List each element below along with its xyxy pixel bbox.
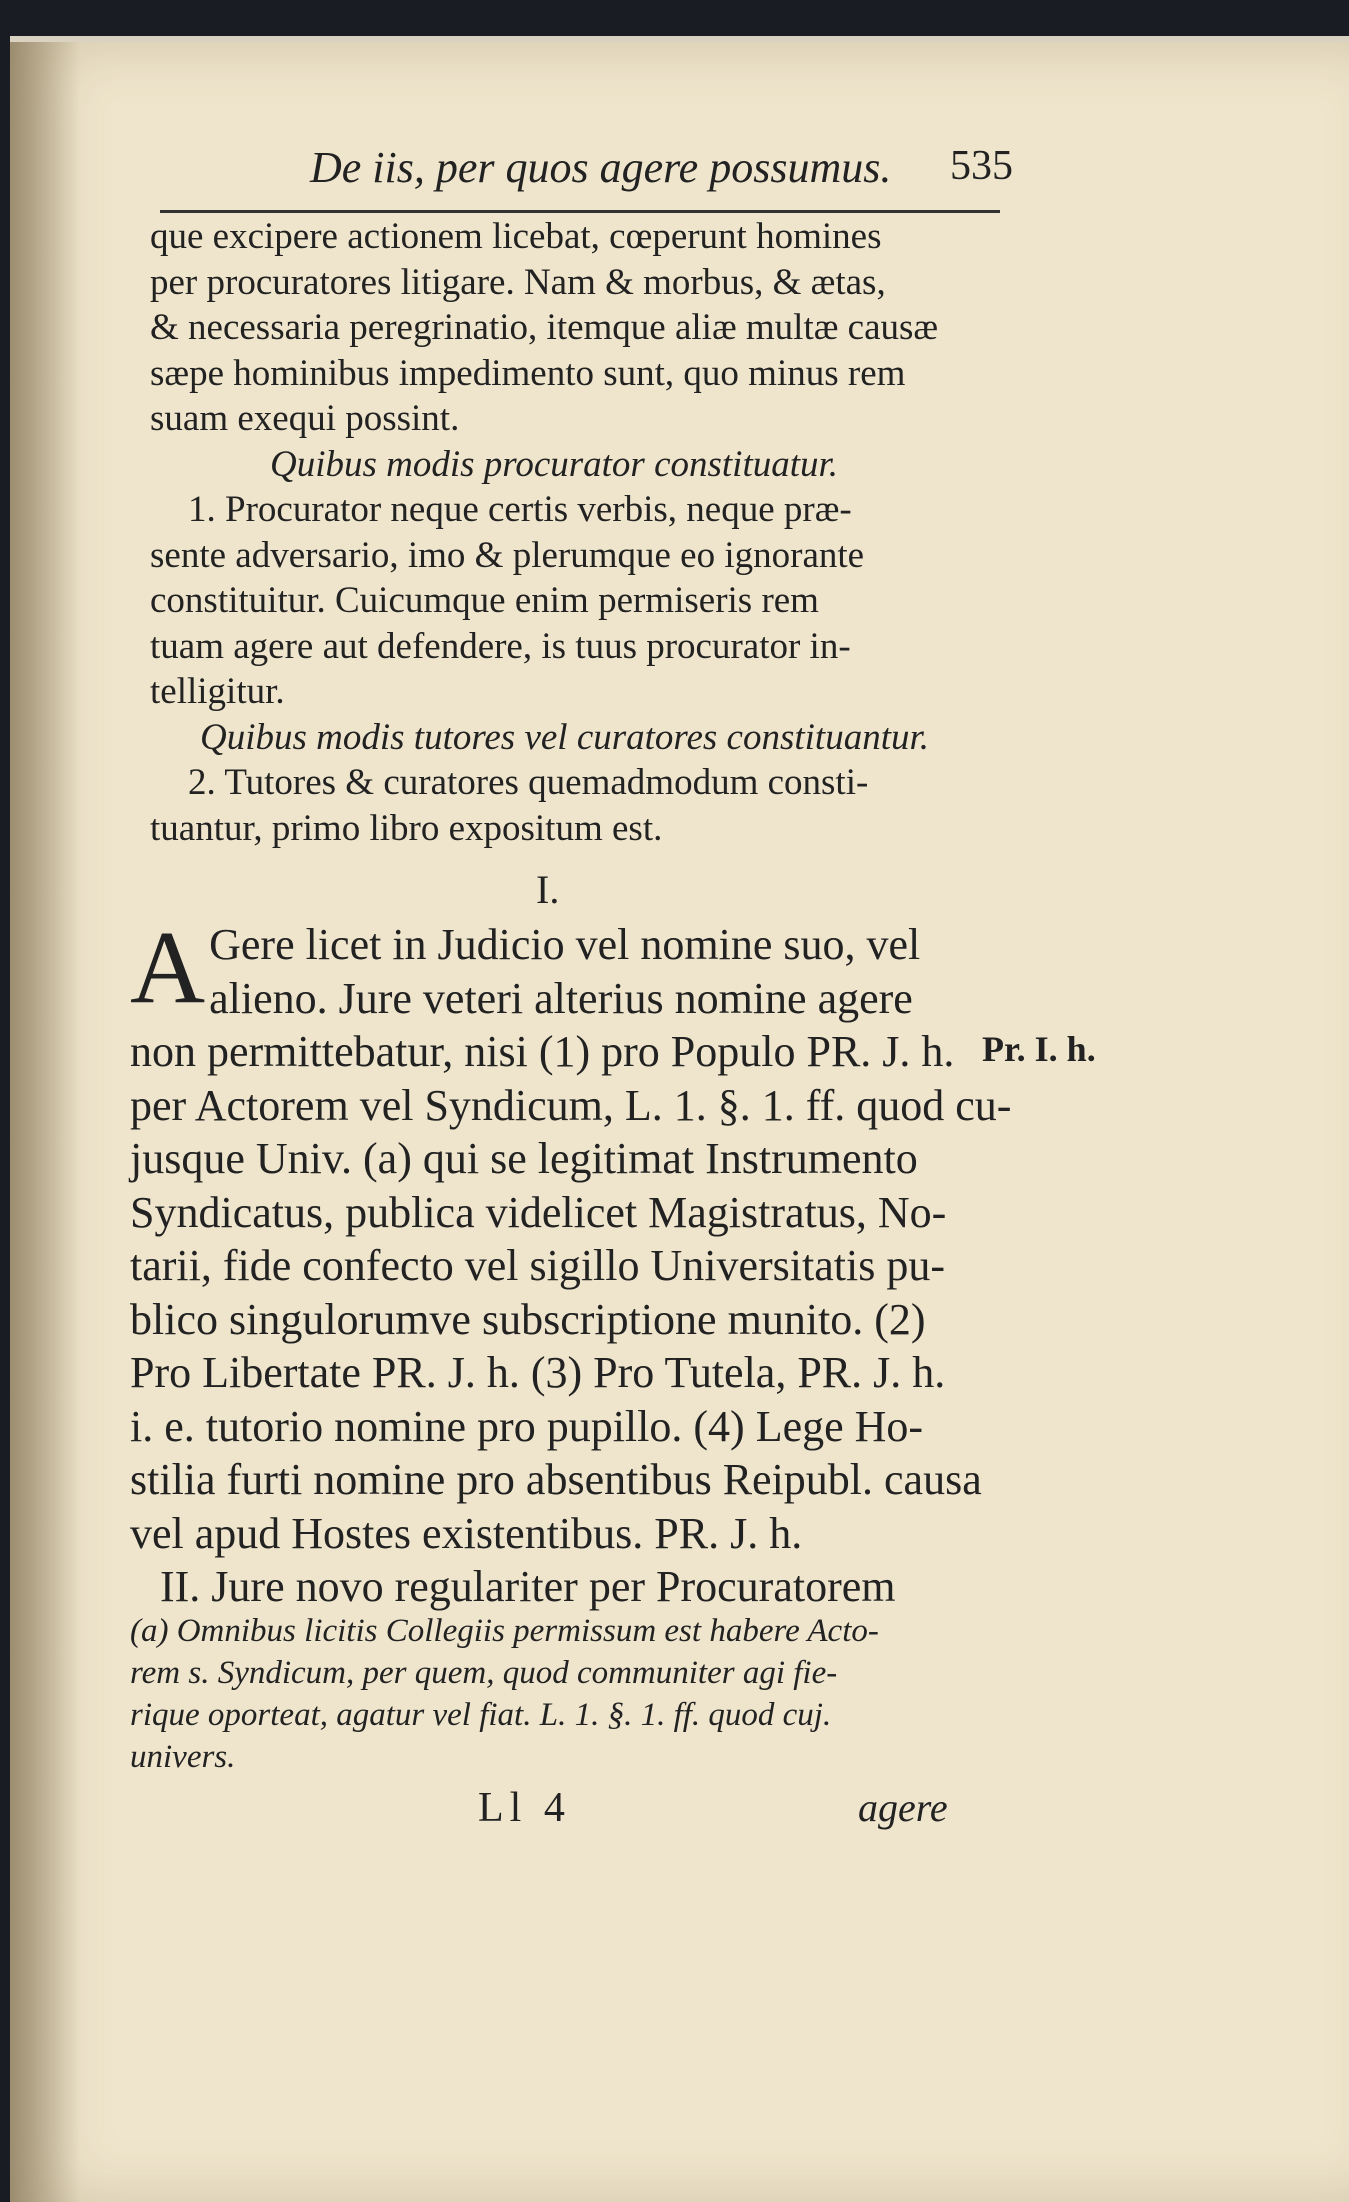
text-line: stilia furti nomine pro absentibus Reipubl. causa [130, 1455, 982, 1504]
text-line: tuantur, primo libro expositum est. [150, 807, 663, 849]
text-line: per Actorem vel Syndicum, L. 1. §. 1. ff. quod cu- [130, 1080, 1012, 1130]
text-line: suam exequi possint. [150, 398, 460, 439]
text-line: Gere licet in Judicio vel nomine suo, vel [209, 920, 921, 969]
section-heading: Quibus modis tutores vel curatores constituantur. [200, 716, 930, 758]
text-line: non permittebatur, nisi (1) pro Populo PR. J. h. [130, 1027, 955, 1076]
text-line: & necessaria peregrinatio, itemque aliæ multæ causæ [150, 307, 939, 348]
text-line: telligitur. [150, 671, 285, 712]
signature-mark: Ll 4 [478, 1785, 571, 1831]
text-line: blico singulorumve subscriptione munito. (2) [130, 1294, 926, 1344]
text-line: Pro Libertate PR. J. h. (3) Pro Tutela, PR. J. h. [130, 1348, 946, 1397]
header-rule [160, 210, 1000, 213]
text-line: alieno. Jure veteri alterius nomine agere [209, 973, 913, 1023]
section-text [130, 910, 1012, 1614]
footnote-line: univers. [130, 1739, 236, 1775]
footnote-line: rem s. Syndicum, per quem, quod communiter agi fie- [130, 1655, 838, 1691]
text-line: tarii, fide confecto vel sigillo Universitatis pu- [130, 1241, 946, 1290]
page-number: 535 [950, 143, 1013, 189]
catchword: agere [858, 1785, 948, 1830]
drop-cap: A [130, 910, 206, 1025]
footnote [130, 1610, 990, 1778]
text-line: i. e. tutorio nomine pro pupillo. (4) Lege Ho- [130, 1401, 924, 1451]
text-line: 1. Procurator neque certis verbis, neque præ- [188, 489, 852, 530]
section-numeral: I. [536, 867, 560, 912]
text-line: II. Jure novo regulariter per Procuratorem [160, 1562, 896, 1611]
text-line: que excipere actionem licebat, cœperunt homines [150, 216, 882, 257]
text-line: sæpe hominibus impedimento sunt, quo minus rem [150, 352, 906, 394]
section-heading: Quibus modis procurator constituatur. [270, 443, 839, 485]
running-header-title: De iis, per quos agere possumus. [310, 143, 892, 192]
text-line: vel apud Hostes existentibus. PR. J. h. [130, 1508, 803, 1558]
text-line: sente adversario, imo & plerumque eo ignorante [150, 534, 865, 576]
gutter-shadow [10, 42, 80, 2202]
text-line: 2. Tutores & curatores quemadmodum consti- [188, 762, 869, 803]
text-line: constituitur. Cuicumque enim permiseris rem [150, 580, 819, 621]
text-line: Syndicatus, publica videlicet Magistratus, No- [130, 1187, 947, 1237]
margin-note: Pr. I. h. [982, 1029, 1096, 1069]
text-line: jusque Univ. (a) qui se legitimat Instrumento [130, 1134, 918, 1183]
body-text [150, 214, 1000, 851]
text-line: tuam agere aut defendere, is tuus procurator in- [150, 625, 851, 667]
footnote-line: (a) Omnibus licitis Collegiis permissum est habere Acto- [130, 1613, 879, 1649]
footnote-line: rique oporteat, agatur vel fiat. L. 1. §. 1. ff. quod cuj. [130, 1697, 832, 1733]
text-line: per procuratores litigare. Nam & morbus, & ætas, [150, 261, 886, 303]
